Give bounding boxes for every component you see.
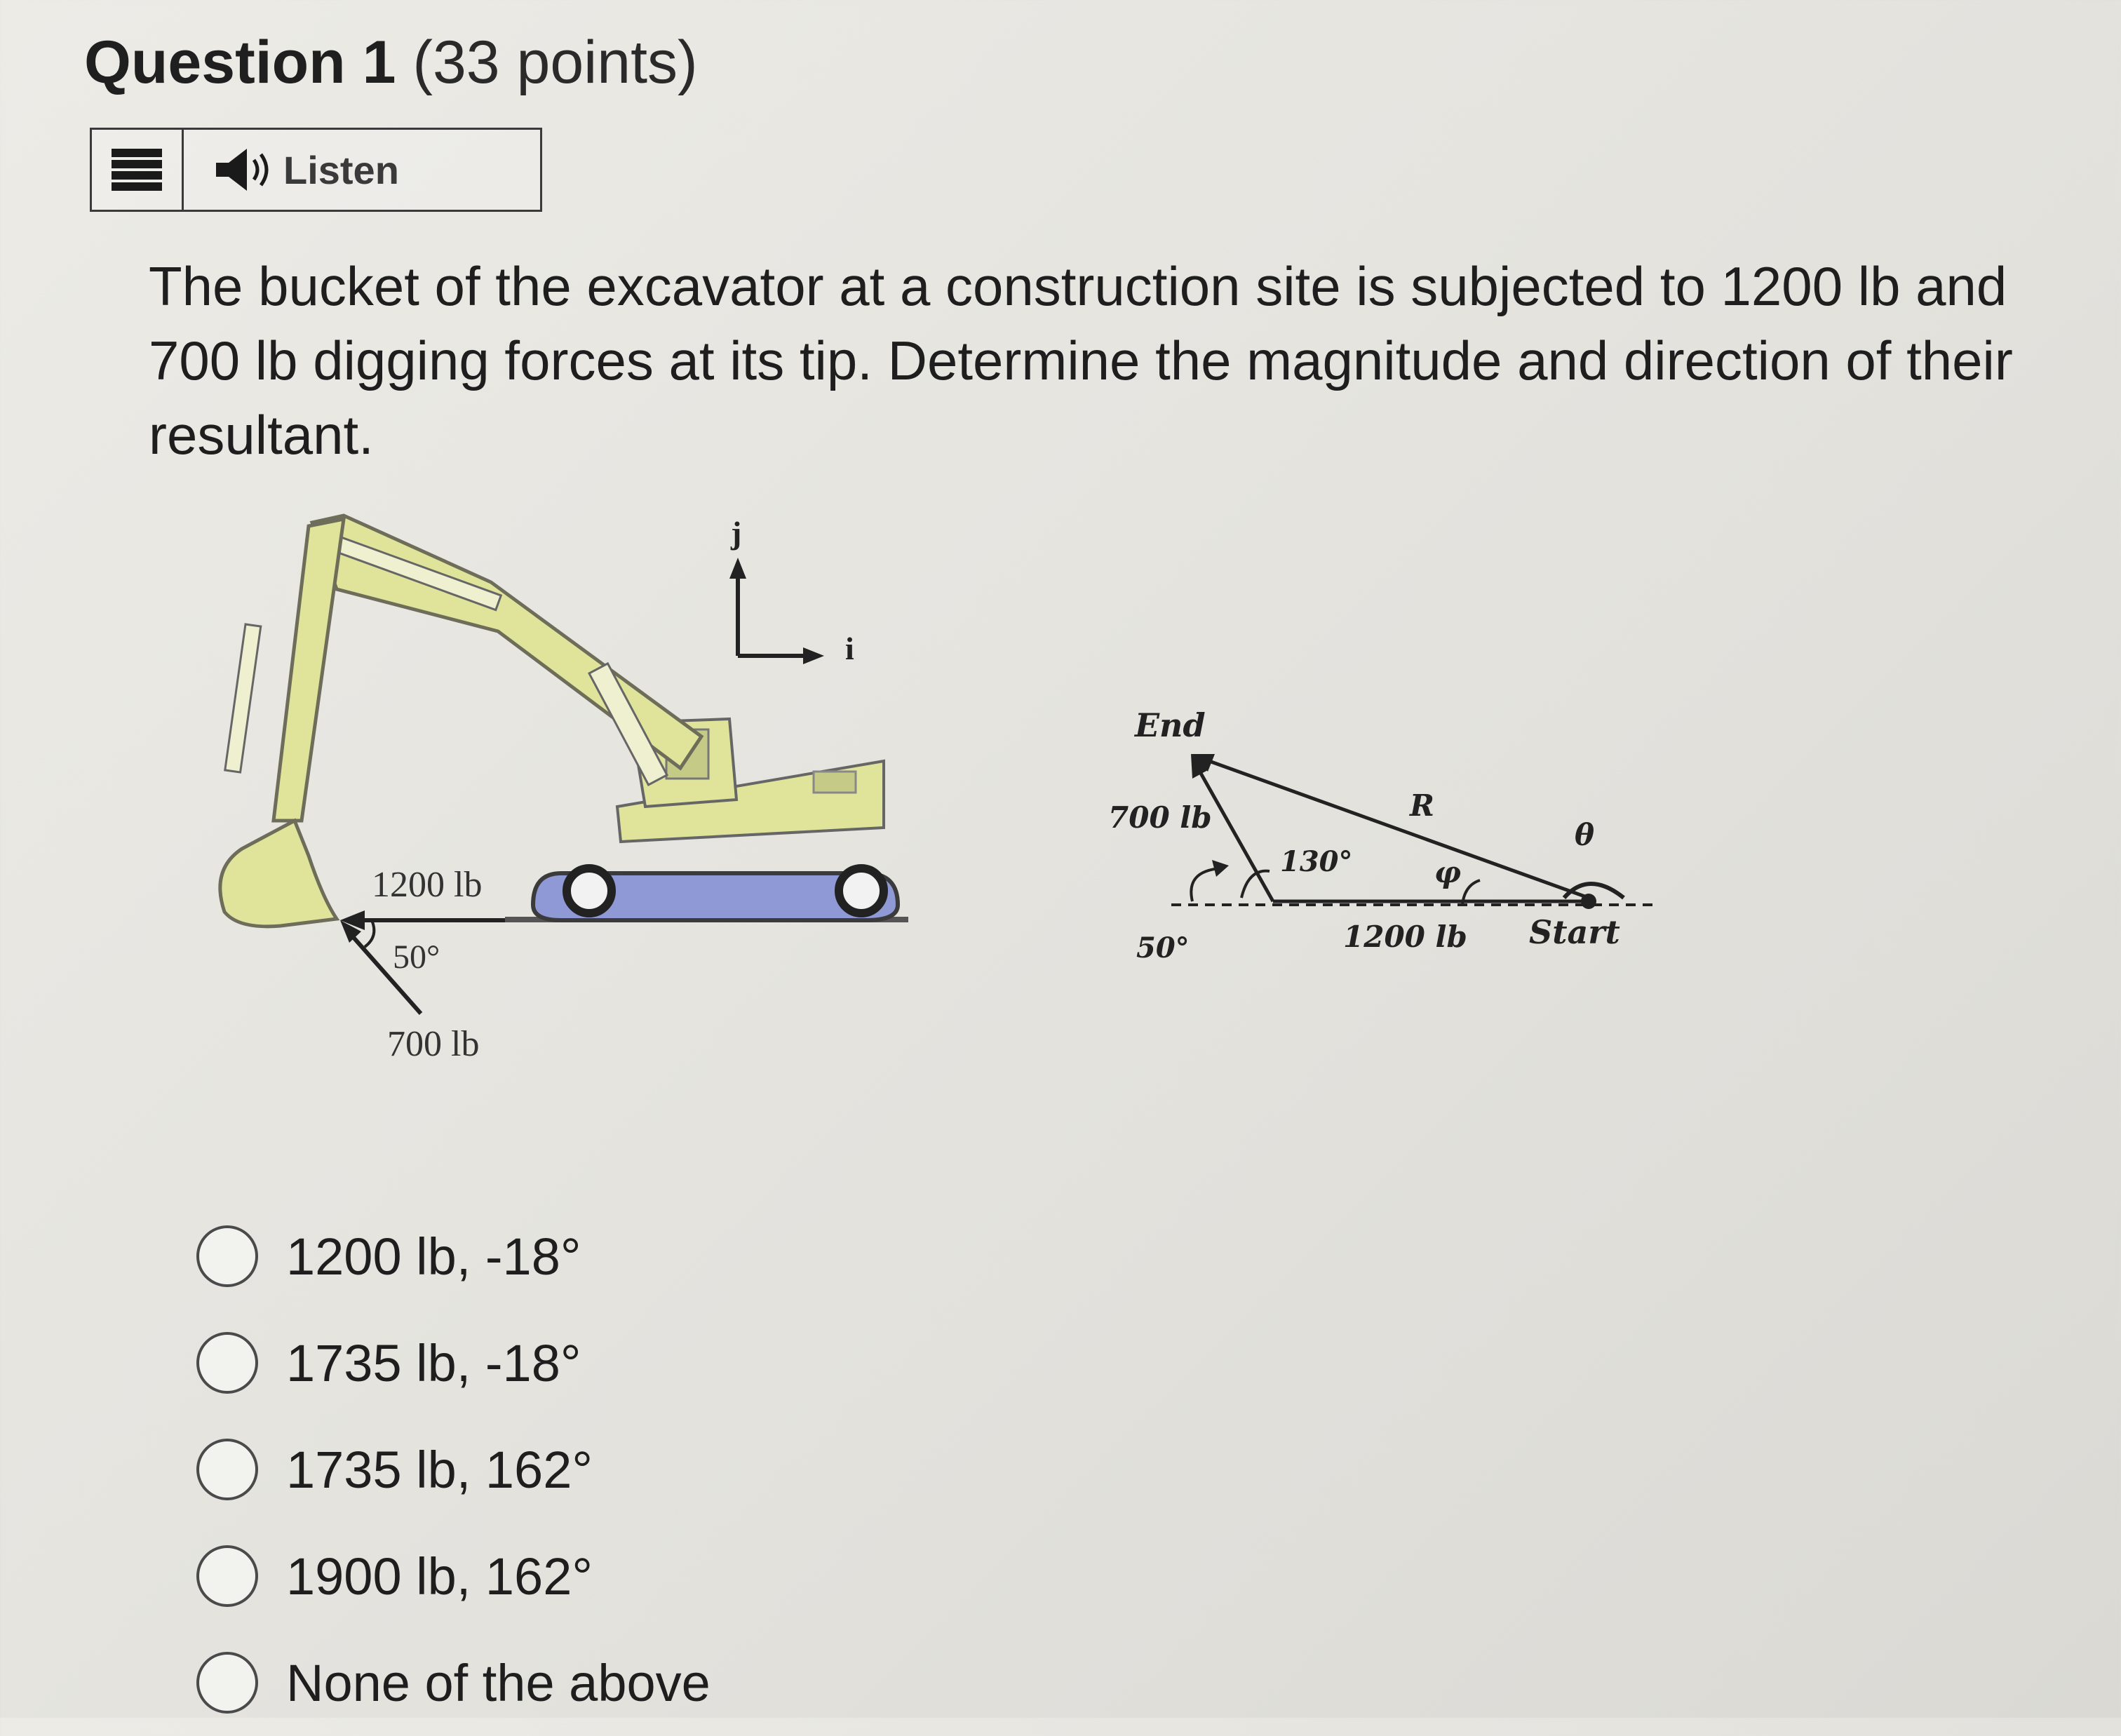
option-label[interactable]: None of the above bbox=[286, 1653, 711, 1712]
excavator-stick bbox=[274, 519, 344, 821]
question-header bbox=[84, 28, 698, 97]
stick-cylinder bbox=[225, 624, 261, 772]
force-1200-label: 1200 lb bbox=[372, 865, 483, 905]
option-label[interactable]: 1735 lb, -18° bbox=[286, 1333, 581, 1392]
radio-button[interactable] bbox=[196, 1332, 258, 1394]
question-points: (33 points) bbox=[412, 29, 698, 96]
f1200-label: 1200 lb bbox=[1343, 920, 1467, 954]
force-triangle-diagram bbox=[1080, 687, 1662, 996]
f700-label: 700 lb bbox=[1108, 800, 1212, 835]
excavator-bucket bbox=[220, 821, 337, 927]
answer-options bbox=[196, 1203, 711, 1736]
angle-50-arrowhead bbox=[1212, 860, 1229, 877]
listen-label: Listen bbox=[283, 147, 399, 192]
excavator-figure bbox=[196, 491, 933, 1108]
body-panel bbox=[814, 772, 856, 793]
menu-icon bbox=[112, 149, 162, 191]
start-label: Start bbox=[1529, 913, 1620, 951]
axis-j-label: j bbox=[731, 515, 742, 551]
option-4[interactable] bbox=[196, 1523, 711, 1629]
question-title: Question 1 bbox=[84, 29, 396, 96]
listen-toolbar bbox=[90, 128, 542, 212]
option-1[interactable] bbox=[196, 1203, 711, 1310]
radio-button[interactable] bbox=[196, 1225, 258, 1287]
theta-label: θ bbox=[1575, 818, 1595, 852]
force-700-label: 700 lb bbox=[387, 1024, 480, 1064]
angle-50-label: 50° bbox=[1136, 931, 1190, 964]
angle-50-arc bbox=[365, 920, 374, 947]
track-wheel-left bbox=[567, 868, 612, 913]
axis-i-label: i bbox=[845, 631, 854, 666]
speaker-icon bbox=[216, 147, 275, 192]
axis-i-head bbox=[803, 647, 824, 664]
option-2[interactable] bbox=[196, 1310, 711, 1416]
angle-130-label: 130° bbox=[1280, 845, 1353, 878]
question-prompt: The bucket of the excavator at a construction site is subjected to 1200 lb and 700 lb digging forces at its tip. Determine the magnitude and direction of their resultant. bbox=[149, 255, 2013, 466]
angle-50-label: 50° bbox=[393, 938, 440, 976]
start-point bbox=[1581, 894, 1596, 909]
option-label[interactable]: 1735 lb, 162° bbox=[286, 1440, 593, 1499]
track-wheel-right bbox=[839, 868, 884, 913]
axis-j-head bbox=[729, 558, 746, 579]
menu-button[interactable] bbox=[92, 130, 184, 210]
radio-button[interactable] bbox=[196, 1545, 258, 1607]
end-label: End bbox=[1135, 706, 1206, 744]
listen-button[interactable] bbox=[184, 130, 399, 210]
option-label[interactable]: 1200 lb, -18° bbox=[286, 1227, 581, 1286]
radio-button[interactable] bbox=[196, 1652, 258, 1714]
r-label: R bbox=[1410, 788, 1434, 823]
option-3[interactable] bbox=[196, 1416, 711, 1523]
option-5[interactable] bbox=[196, 1629, 711, 1736]
radio-button[interactable] bbox=[196, 1439, 258, 1500]
phi-label: φ bbox=[1434, 855, 1462, 889]
option-label[interactable]: 1900 lb, 162° bbox=[286, 1547, 593, 1606]
